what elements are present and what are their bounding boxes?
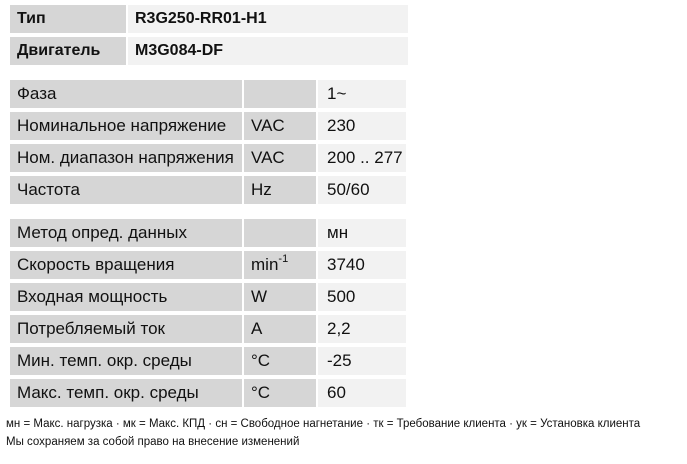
change-disclaimer: Мы сохраняем за собой право на внесение изменений <box>6 436 300 448</box>
row-value: мн <box>318 219 408 249</box>
motor-label: Двигатель <box>10 37 128 67</box>
row-label: Номинальное напряжение <box>10 112 244 142</box>
row-label: Фаза <box>10 80 244 110</box>
unit-base: min <box>251 255 279 274</box>
row-label: Ном. диапазон напряжения <box>10 144 244 174</box>
row-label: Метод опред. данных <box>10 219 244 249</box>
row-unit: A <box>244 315 318 345</box>
row-label: Потребляемый ток <box>10 315 244 345</box>
row-unit: VAC <box>244 112 318 142</box>
table-row <box>10 176 408 206</box>
row-unit: Hz <box>244 176 318 206</box>
row-value: 50/60 <box>318 176 408 206</box>
type-value: R3G250-RR01-H1 <box>128 5 410 35</box>
row-value: 1~ <box>318 80 408 110</box>
table-row <box>10 219 408 249</box>
table-row <box>10 315 408 345</box>
row-unit: VAC <box>244 144 318 174</box>
type-label: Тип <box>10 5 128 35</box>
row-value: -25 <box>318 347 408 377</box>
row-value: 3740 <box>318 251 408 281</box>
row-unit <box>244 219 318 249</box>
row-label: Частота <box>10 176 244 206</box>
row-value: 60 <box>318 379 408 409</box>
unit-exponent: -1 <box>278 253 289 265</box>
row-unit: W <box>244 283 318 313</box>
table-row <box>10 112 408 142</box>
row-value: 500 <box>318 283 408 313</box>
spec-row-motor <box>10 37 410 67</box>
row-label: Скорость вращения <box>10 251 244 281</box>
table-row <box>10 251 408 281</box>
spec-row-type <box>10 5 410 35</box>
table-row <box>10 379 408 409</box>
table-row <box>10 80 408 110</box>
abbreviation-legend: мн = Макс. нагрузка · мк = Макс. КПД · сн = Свободное нагнетание · тк = Требование клиента · ук = Установка клиента <box>6 418 641 430</box>
row-label: Входная мощность <box>10 283 244 313</box>
table-row <box>10 144 408 174</box>
row-unit <box>244 251 318 281</box>
row-value: 2,2 <box>318 315 408 345</box>
row-unit <box>244 80 318 110</box>
row-label: Макс. темп. окр. среды <box>10 379 244 409</box>
row-label: Мин. темп. окр. среды <box>10 347 244 377</box>
row-unit: °C <box>244 347 318 377</box>
row-value: 200 .. 277 <box>318 144 408 174</box>
table-row <box>10 347 408 377</box>
motor-value: M3G084-DF <box>128 37 410 67</box>
table-row <box>10 283 408 313</box>
row-unit: °C <box>244 379 318 409</box>
row-value: 230 <box>318 112 408 142</box>
